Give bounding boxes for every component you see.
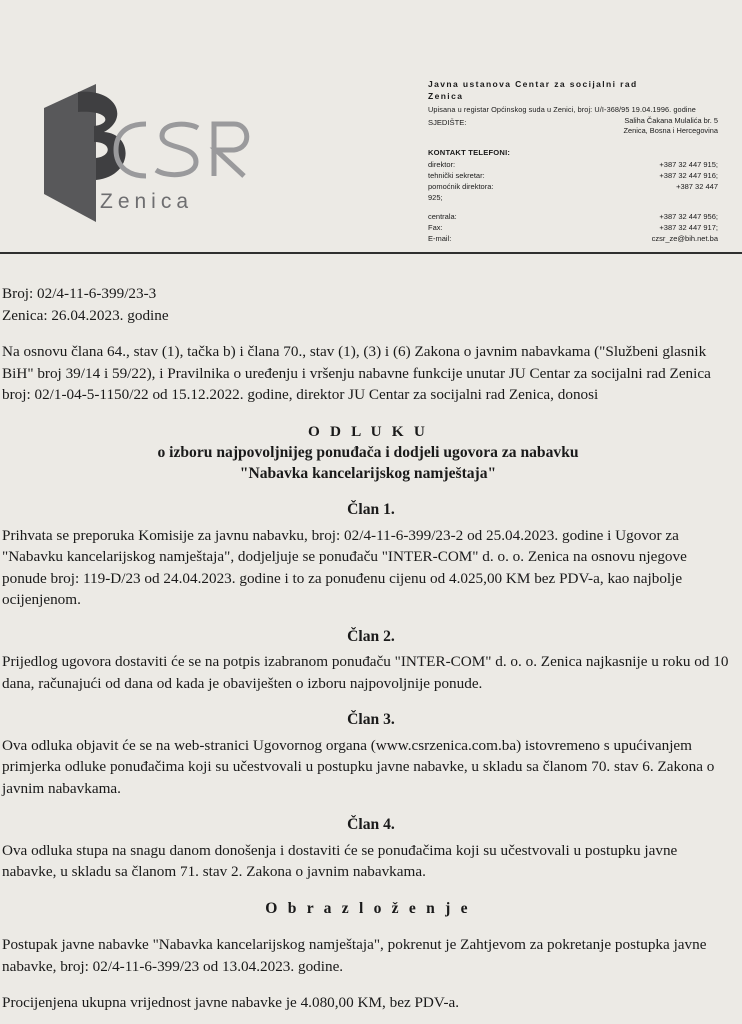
letterhead [0, 0, 742, 258]
contact-label: direktor: [428, 159, 456, 169]
decision-subtitle-line1: o izboru najpovoljnijeg ponuđača i dodjeli ugovora za nabavku [157, 444, 579, 461]
preamble-paragraph: Na osnovu člana 64., stav (1), tačka b) i člana 70., stav (1), (3) i (6) Zakona o javnim nabavkama ("Službeni glasnik BiH" broj 39/14 i 59/22), i Pravilnika o uređenju i vršenju nabavne funkcije unutar JU Centar za socijalni rad Zenica broj: 02/1-04-5-1150/22 od 15.12.2022. godine, direktor JU Centar za socijalni rad Zenica, donosi [2, 343, 711, 403]
contact-row [428, 233, 718, 244]
contact-label: pomoćnik direktora: [428, 181, 494, 191]
contact-heading: KONTAKT TELEFONI: [428, 147, 511, 157]
contact-row [428, 222, 718, 233]
contact-value: +387 32 447 915; [659, 159, 718, 169]
article-1-heading: Član 1. [347, 501, 395, 518]
article-3-heading: Član 3. [347, 711, 395, 728]
contact-value: +387 32 447 917; [659, 222, 718, 232]
org-name-line2: Zenica [428, 91, 464, 101]
document-place-date: Zenica: 26.04.2023. godine [2, 306, 169, 324]
contact-label: tehnički sekretar: [428, 170, 485, 180]
seat-address-line1: Saliha Čakana Mulalića br. 5 [624, 115, 718, 125]
contact-row [428, 211, 718, 222]
document-body [0, 283, 742, 1014]
document-number: Broj: 02/4-11-6-399/23-3 [2, 285, 157, 302]
decision-title: O D L U K U [307, 422, 428, 440]
article-1-text: Prihvata se preporuka Komisije za javnu nabavku, broj: 02/4-11-6-399/23-2 od 25.04.2023. godine i Ugovor za "Nabavku kancelarijskog namještaja", dodjeljuje se ponuđaču "INTER-COM" d. o. o. Zenica na osnovu njegove ponude broj: 119-D/23 od 24.04.2023. godine i to za ponuđenu cijenu od 4.025,00 KM bez PDV-a, kao najbolje ocijenjenom. [2, 526, 687, 608]
explanation-paragraph-2: Procijenjena ukupna vrijednost javne nabavke je 4.080,00 KM, bez PDV-a. [2, 994, 460, 1011]
article-2-heading: Član 2. [347, 627, 395, 645]
background-bleed-text: ‌ ‌ ‌ ‌ ‌ ‌ ‌ ‌ ‌ ‌ ‌ ‌ ‌ ‌ ‌ ‌ ‌ ‌ ‌ ‌ ‌ [120, 88, 191, 103]
contact-value: +387 32 447 916; [659, 170, 718, 180]
article-2-text: Prijedlog ugovora dostaviti će se na potpis izabranom ponuđaču "INTER-COM" d. o. o. Zenica najkasnije u roku od 10 dana, računajući od dana od kada je obaviješten o izboru najpovoljnije ponude. [2, 653, 729, 692]
article-3-text: Ova odluka objavit će se na web-stranici Ugovornog organa (www.csrzenica.com.ba) istovremeno s upućivanjem primjerka odluke ponuđačima koji su učestvovali u postupku javne nabavke, u skladu sa članom 70. stav 6. Zakona o javnim nabavkama. [2, 736, 715, 797]
contact-label: E-mail: [428, 233, 452, 243]
article-4-text: Ova odluka stupa na snagu danom donošenja i dostaviti će se ponuđačima koji su učestvovali u postupku javne nabavke, u skladu sa članom 71. stav 2. Zakona o javnim nabavkama. [2, 841, 678, 880]
contact-value: +387 32 447 [676, 181, 718, 191]
contact-row [428, 170, 718, 181]
organization-details [428, 78, 718, 244]
org-registration: Upisana u registar Općinskog suda u Zenici, broj: U/I-368/95 19.04.1996. godine [428, 105, 696, 114]
explanation-heading: O b r a z l o ž e n j e [265, 899, 471, 917]
contact-value: czsr_ze@bih.net.ba [651, 233, 718, 243]
contact-label: Fax: [428, 222, 443, 232]
contact-value: +387 32 447 956; [659, 211, 718, 221]
contact-label: 925; [428, 192, 443, 202]
article-4-heading: Član 4. [347, 816, 395, 833]
org-name-line1: Javna ustanova Centar za socijalni rad [428, 79, 638, 89]
seat-address-line2: Zenica, Bosna i Hercegovina [623, 126, 718, 135]
decision-subtitle-line2: "Nabavka kancelarijskog namještaja" [239, 465, 497, 482]
explanation-paragraph-1: Postupak javne nabavke "Nabavka kancelarijskog namještaja", pokrenut je Zahtjevom za pokretanje postupka javne nabavke, broj: 02/4-11-6-399/23 od 13.04.2023. godine. [2, 936, 707, 975]
contact-row [428, 159, 718, 170]
csr-zenica-logo [38, 72, 258, 222]
seat-label: SJEDIŠTE: [428, 117, 467, 127]
svg-text:Zenica: Zenica [100, 190, 194, 213]
contact-label: centrala: [428, 211, 457, 221]
header-divider [0, 252, 742, 254]
contact-row [428, 181, 718, 192]
contact-row [428, 192, 718, 203]
